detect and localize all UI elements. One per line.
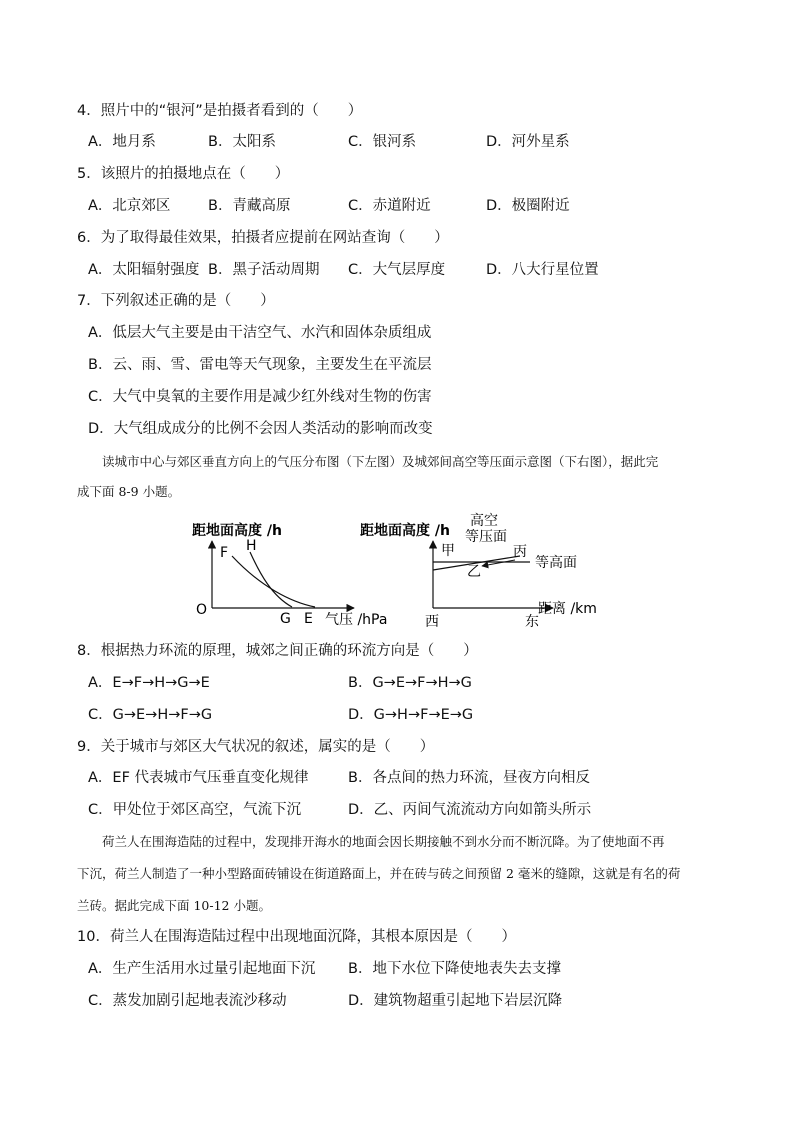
- q4-option-a: A．地月系: [88, 134, 156, 150]
- figure-left-origin: O: [196, 602, 208, 618]
- q9-option-b: B．各点间的热力环流，昼夜方向相反: [348, 770, 590, 786]
- question-5-stem: 5．该照片的拍摄地点在（ ）: [77, 166, 290, 182]
- curve-ef: [232, 556, 315, 607]
- passage-1-line-1: 读城市中心与郊区垂直方向上的气压分布图（下左图）及城郊间高空等压面示意图（下右图），据此完: [102, 454, 659, 469]
- figure-right-xlabel: 距离 /km: [538, 601, 597, 617]
- figure-right-ylabel: 距地面高度 /h: [360, 523, 450, 539]
- question-10-stem: 10．荷兰人在围海造陆过程中出现地面沉降，其根本原因是（ ）: [77, 929, 516, 945]
- point-label-jia: 甲: [441, 543, 455, 559]
- q10-option-d: D．建筑物超重引起地下岩层沉降: [348, 993, 563, 1009]
- q8-option-b: B．G→E→F→H→G: [348, 675, 472, 691]
- equal-height-label: 等高面: [535, 555, 577, 571]
- isobar-label-line-1: 高空: [470, 513, 498, 529]
- q7-option-a: A．低层大气主要是由干洁空气、水汽和固体杂质组成: [88, 325, 432, 341]
- east-label: 东: [525, 614, 539, 630]
- q4-option-b: B．太阳系: [208, 134, 276, 150]
- q6-option-a: A．太阳辐射强度: [88, 262, 200, 278]
- q8-option-c: C．G→E→H→F→G: [88, 707, 213, 723]
- q5-option-a: A．北京郊区: [88, 198, 171, 214]
- q10-option-a: A．生产生活用水过量引起地面下沉: [88, 961, 316, 977]
- point-label-f: F: [220, 545, 229, 561]
- passage-1-line-2: 成下面 8-9 小题。: [77, 484, 181, 499]
- q4-option-d: D．河外星系: [486, 134, 570, 150]
- question-8-stem: 8．根据热力环流的原理，城郊之间正确的环流方向是（ ）: [77, 643, 478, 659]
- q5-option-c: C．赤道附近: [348, 198, 431, 214]
- point-label-e: E: [304, 611, 313, 627]
- q10-option-b: B．地下水位下降使地表失去支撑: [348, 961, 561, 977]
- q10-option-c: C．蒸发加剧引起地表流沙移动: [88, 993, 287, 1009]
- q8-option-d: D．G→H→F→E→G: [348, 707, 474, 723]
- figure-left-xlabel: 气压 /hPa: [325, 612, 388, 628]
- question-6-stem: 6．为了取得最佳效果，拍摄者应提前在网站查询（ ）: [77, 230, 449, 246]
- q4-option-c: C．银河系: [348, 134, 417, 150]
- q5-option-d: D．极圈附近: [486, 198, 570, 214]
- q5-option-b: B．青藏高原: [208, 198, 291, 214]
- isobar-label-line-2: 等压面: [465, 529, 507, 545]
- passage-2-line-2: 下沉，荷兰人制造了一种小型路面砖铺设在街道路面上，并在砖与砖之间预留 2 毫米的缝隙，这就是有名的荷: [77, 866, 681, 881]
- point-label-bing: 丙: [513, 544, 527, 560]
- question-4-stem: 4．照片中的“银河”是拍摄者看到的（ ）: [77, 103, 363, 119]
- q6-option-b: B．黑子活动周期: [208, 262, 320, 278]
- west-label: 西: [425, 614, 439, 630]
- point-label-h: H: [246, 538, 257, 554]
- figure-left-pressure-vs-height: [192, 522, 387, 628]
- question-7-stem: 7．下列叙述正确的是（ ）: [77, 293, 275, 309]
- passage-2-line-1: 荷兰人在围海造陆的过程中，发现排开海水的地面会因长期接触不到水分而不断沉降。为了使地面不再: [102, 834, 665, 849]
- q9-option-c: C．甲处位于郊区高空，气流下沉: [88, 802, 302, 818]
- q7-option-b: B．云、雨、雪、雷电等天气现象，主要发生在平流层: [88, 357, 432, 373]
- q6-option-c: C．大气层厚度: [348, 262, 446, 278]
- figure-right-isobar-section: [360, 512, 597, 630]
- point-label-yi: 乙: [467, 564, 481, 580]
- curve-hg: [250, 552, 292, 607]
- figure-left-ylabel: 距地面高度 /h: [192, 523, 282, 539]
- passage-2-line-3: 兰砖。据此完成下面 10-12 小题。: [77, 898, 271, 913]
- q9-option-d: D．乙、丙间气流流动方向如箭头所示: [348, 802, 592, 818]
- q9-option-a: A．EF 代表城市气压垂直变化规律: [88, 770, 309, 786]
- figures: [180, 508, 620, 633]
- q7-option-d: D．大气组成成分的比例不会因人类活动的影响而改变: [88, 421, 433, 437]
- q7-option-c: C．大气中臭氧的主要作用是减少红外线对生物的伤害: [88, 389, 432, 405]
- q6-option-d: D．八大行星位置: [486, 262, 599, 278]
- point-label-g: G: [280, 611, 291, 627]
- question-9-stem: 9．关于城市与郊区大气状况的叙述，属实的是（ ）: [77, 739, 435, 755]
- q8-option-a: A．E→F→H→G→E: [88, 675, 210, 691]
